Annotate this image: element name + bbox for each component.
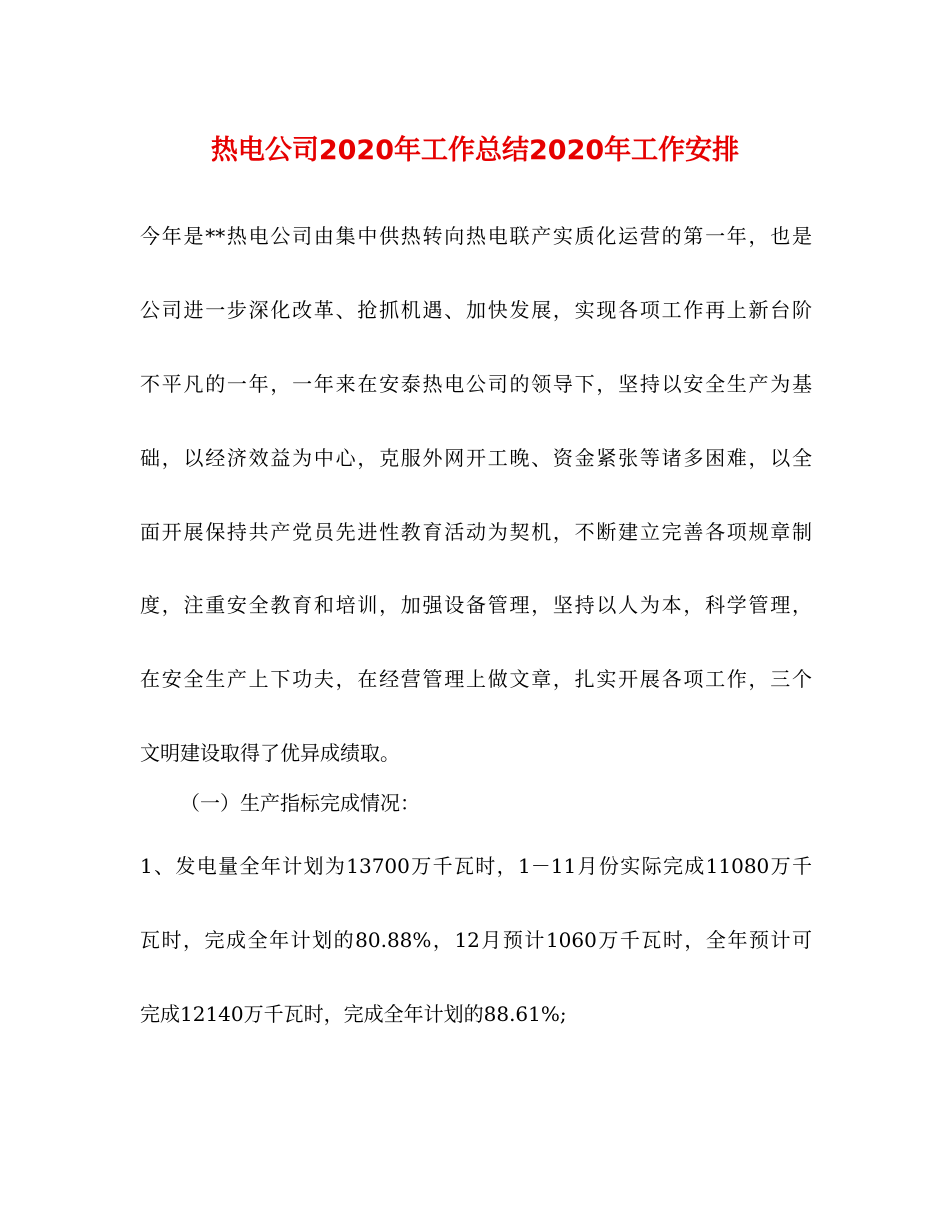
text-line: 公司进一步深化改革、抢抓机遇、加快发展，实现各项工作再上新台阶 bbox=[140, 298, 812, 322]
text-line: 文明建设取得了优异成绩取。 bbox=[140, 741, 400, 765]
text-line: 础，以经济效益为中心，克服外网开工晚、资金紧张等诸多困难，以全 bbox=[140, 446, 812, 470]
text-line: 度，注重安全教育和培训，加强设备管理，坚持以人为本，科学管理， bbox=[140, 593, 812, 617]
text-line: 在安全生产上下功夫，在经营管理上做文章，扎实开展各项工作，三个 bbox=[140, 667, 812, 691]
text-line: 1、发电量全年计划为13700万千瓦时，1－11月份实际完成11080万千 bbox=[140, 854, 812, 878]
text-line: 完成12140万千瓦时，完成全年计划的88.61%; bbox=[140, 1002, 567, 1026]
text-line: 不平凡的一年，一年来在安泰热电公司的领导下，坚持以安全生产为基 bbox=[140, 372, 812, 396]
section-heading: （一）生产指标完成情况： bbox=[180, 791, 420, 815]
document-title: 热电公司2020年工作总结2020年工作安排 bbox=[210, 135, 740, 166]
text-line: 今年是**热电公司由集中供热转向热电联产实质化运营的第一年，也是 bbox=[140, 224, 812, 248]
text-line: 面开展保持共产党员先进性教育活动为契机，不断建立完善各项规章制 bbox=[140, 520, 812, 544]
text-line: 瓦时，完成全年计划的80.88%，12月预计1060万千瓦时，全年预计可 bbox=[140, 928, 812, 952]
